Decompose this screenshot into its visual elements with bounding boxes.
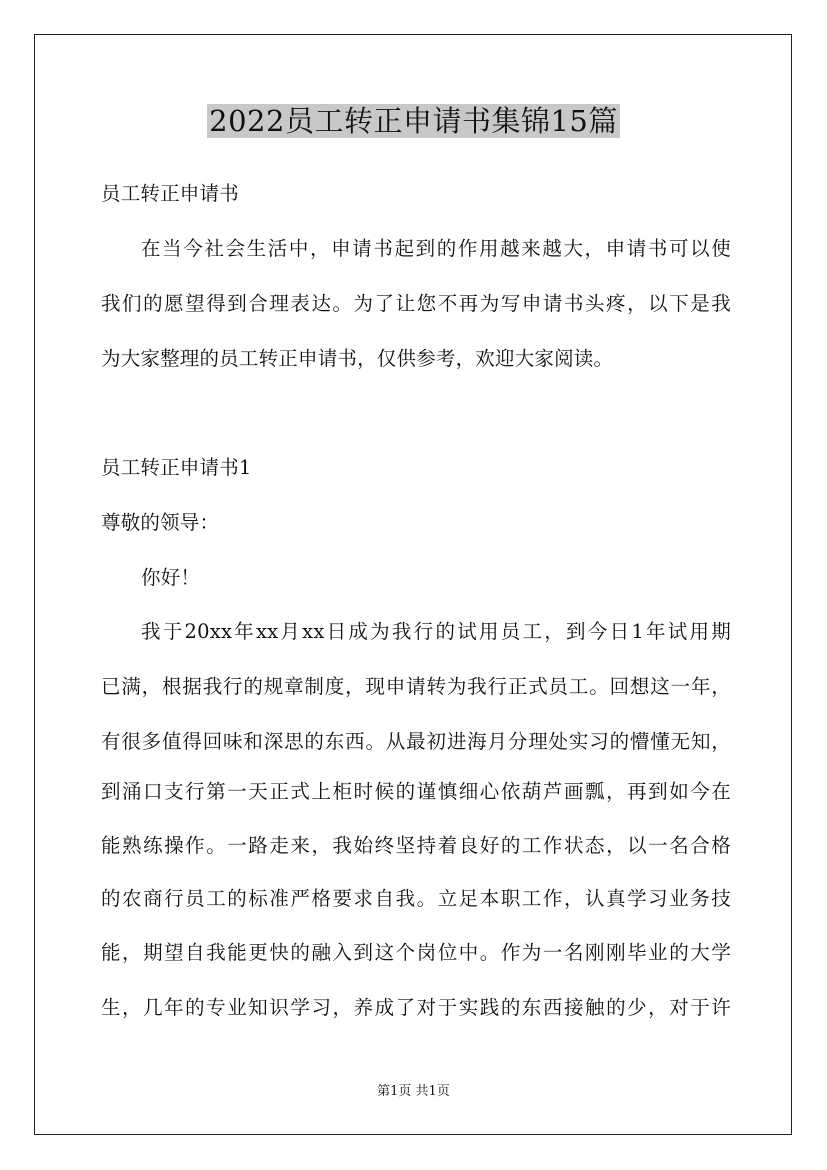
intro-line-3: 为大家整理的员工转正申请书，仅供参考，欢迎大家阅读。 — [101, 347, 614, 370]
intro-line-2: 我们的愿望得到合理表达。为了让您不再为写申请书头疼，以下是我 — [101, 292, 731, 315]
body-line-6: 的农商行员工的标准严格要求自我。立足本职工作，认真学习业务技 — [101, 887, 731, 910]
intro-line-1: 在当今社会生活中，申请书起到的作用越来越大，申请书可以使 — [141, 237, 731, 260]
page-footer: 第1页 共1页 — [377, 1084, 450, 1099]
body-line-5: 能熟练操作。一路走来，我始终坚持着良好的工作状态，以一名合格 — [101, 834, 731, 857]
body-line-1: 我于20xx年xx月xx日成为我行的试用员工，到今日1年试用期 — [141, 620, 731, 643]
greeting: 你好！ — [141, 566, 201, 589]
body-line-8: 生，几年的专业知识学习，养成了对于实践的东西接触的少，对于许 — [101, 996, 731, 1019]
document-title — [0, 101, 827, 141]
body-line-2: 已满，根据我行的规章制度，现申请转为我行正式员工。回想这一年， — [101, 675, 731, 698]
section-heading: 员工转正申请书 — [101, 182, 239, 205]
letter-heading: 员工转正申请书1 — [101, 456, 252, 479]
document-title-text: 2022员工转正申请书集锦15篇 — [209, 104, 618, 138]
body-line-7: 能，期望自我能更快的融入到这个岗位中。作为一名刚刚毕业的大学 — [101, 941, 731, 964]
body-line-4: 到涌口支行第一天正式上柜时候的谨慎细心依葫芦画瓢，再到如今在 — [101, 780, 731, 803]
body-line-3: 有很多值得回味和深思的东西。从最初进海月分理处实习的懵懂无知， — [101, 730, 731, 753]
salutation: 尊敬的领导： — [101, 511, 220, 534]
